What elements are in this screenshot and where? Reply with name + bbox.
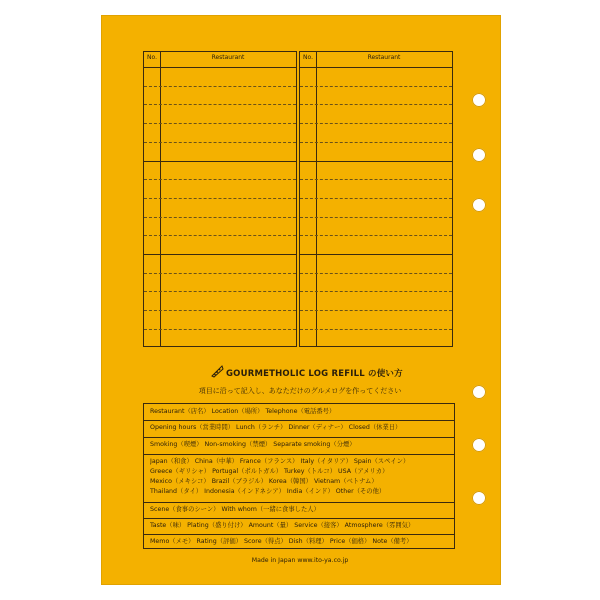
log-row-line: [300, 291, 452, 292]
log-row-line: [144, 142, 296, 143]
legend-line: Scene（食事のシーン） With whom（一緒に食事した人）: [150, 506, 320, 513]
binder-hole: [472, 491, 486, 505]
log-row-line: [300, 254, 452, 255]
log-row-line: [300, 329, 452, 330]
legend-line: Mexico（メキシコ） Brazil（ブラジル） Korea（韓国） Vietnam（ベトナム）: [150, 478, 378, 485]
legend-line: Opening hours（営業時間） Lunch（ランチ） Dinner（ディナー） Closed（休業日）: [150, 424, 402, 431]
legend-row-cuisine: [144, 454, 454, 503]
restaurant-header: Restaurant: [367, 54, 401, 61]
legend-row-scene: [144, 502, 454, 519]
log-row-line: [300, 123, 452, 124]
log-row-line: [300, 273, 452, 274]
restaurant-header: Restaurant: [211, 54, 245, 61]
legend-line: Thailand（タイ） Indonesia（インドネシア） India（インド） Other（その他）: [150, 488, 386, 495]
legend-line: Taste（味） Plating（盛り付け） Amount（量） Service（接客） Atmosphere（雰囲気）: [150, 522, 415, 529]
howto-subtitle: 項目に沿って記入し、あなただけのグルメログを作ってください: [198, 387, 402, 395]
binder-hole: [472, 148, 486, 162]
legend-row-restaurant: [144, 404, 454, 421]
log-row-line: [144, 198, 296, 199]
no-header: No.: [147, 54, 157, 61]
binder-hole: [472, 438, 486, 452]
log-row-line: [144, 235, 296, 236]
legend-box: [143, 403, 455, 549]
log-row-line: [300, 161, 452, 162]
legend-row-taste: [144, 518, 454, 535]
log-row-line: [300, 310, 452, 311]
legend-row-hours: [144, 420, 454, 438]
pizza-icon: [210, 364, 224, 378]
log-row-line: [144, 179, 296, 180]
log-row-line: [144, 273, 296, 274]
log-row-line: [144, 310, 296, 311]
legend-row-memo: [144, 534, 454, 550]
log-row-line: [300, 179, 452, 180]
log-row-line: [300, 198, 452, 199]
legend-line: Greece（ギリシャ） Portugal（ポルトガル） Turkey（トルコ） USA（アメリカ）: [150, 468, 389, 475]
legend-line: Memo（メモ） Rating（評価） Score（得点） Dish（料理） Price（価格） Note（備考）: [150, 538, 413, 545]
log-row-line: [144, 291, 296, 292]
log-row-line: [144, 254, 296, 255]
log-row-line: [300, 217, 452, 218]
binder-hole: [472, 198, 486, 212]
no-column: [300, 52, 317, 346]
log-row-line: [144, 161, 296, 162]
howto-title: GOURMETHOLIC LOG REFILL の使い方: [226, 369, 403, 379]
no-header: No.: [303, 54, 313, 61]
legend-line: Japan（和食） China（中華） France（フランス） Italy（イタリア） Spain（スペイン）: [150, 458, 410, 465]
legend-line: Smoking（喫煙） Non-smoking（禁煙） Separate smoking（分煙）: [150, 441, 356, 448]
legend-line: Restaurant（店名） Location（場所） Telephone（電話番号）: [150, 408, 336, 415]
log-row-line: [300, 104, 452, 105]
log-table-left: [143, 51, 297, 347]
log-row-line: [144, 329, 296, 330]
legend-row-smoking: [144, 437, 454, 455]
log-row-line: [144, 104, 296, 105]
log-table-right: [299, 51, 453, 347]
binder-hole: [472, 93, 486, 107]
log-row-line: [144, 86, 296, 87]
log-row-line: [144, 123, 296, 124]
footer-credit: Made in Japan www.ito-ya.co.jp: [251, 557, 349, 564]
log-row-line: [300, 235, 452, 236]
log-row-line: [300, 86, 452, 87]
log-row-line: [144, 217, 296, 218]
no-column: [144, 52, 161, 346]
log-row-line: [300, 142, 452, 143]
